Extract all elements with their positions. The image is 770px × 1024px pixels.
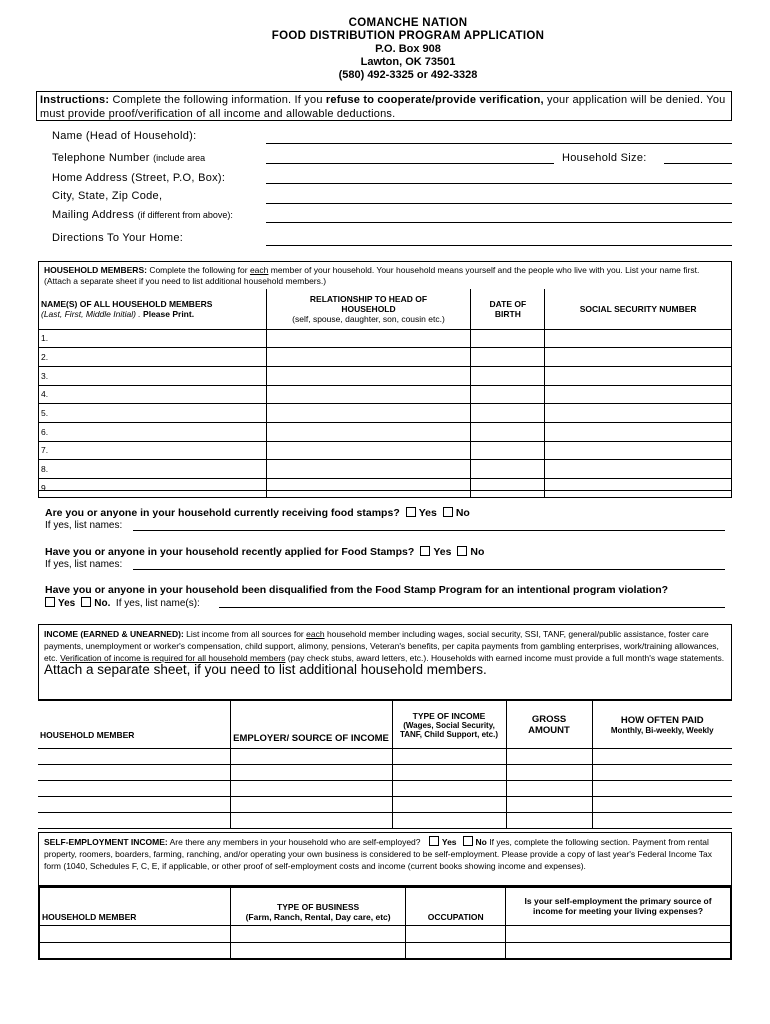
ssn-cell[interactable] (545, 329, 732, 348)
income-gross-cell[interactable] (506, 765, 592, 781)
applied-names-label: If yes, list names: (45, 559, 123, 570)
member-name-cell[interactable]: 5. (39, 404, 267, 423)
income-col-how-title: HOW OFTEN PAID (620, 714, 704, 726)
col-name-title: NAME(S) OF ALL HOUSEHOLD MEMBERS (41, 298, 213, 309)
income-employer-cell[interactable] (230, 765, 392, 781)
selfemp-occupation-cell[interactable] (406, 942, 506, 959)
applied-no-checkbox[interactable] (457, 546, 467, 556)
table-row (39, 925, 731, 942)
dob-cell[interactable] (471, 329, 545, 348)
table-row (39, 441, 732, 460)
col-dob-header: DATE OF BIRTH (471, 289, 545, 329)
selfemp-col-type-sub: (Farm, Ranch, Rental, Day care, etc) (245, 911, 391, 922)
mailing-label-text: Mailing Address (52, 209, 138, 221)
table-row (39, 422, 732, 441)
household-header-row (39, 289, 732, 329)
household-intro (44, 265, 728, 287)
relationship-cell[interactable] (266, 385, 471, 404)
applied-yes-label: Yes (433, 546, 452, 558)
dob-cell[interactable] (471, 479, 545, 498)
income-each: each (306, 629, 325, 639)
disqualified-names-input[interactable] (219, 607, 725, 608)
table-row (39, 460, 732, 479)
question-receiving-text: Are you or anyone in your household currently receiving food stamps? (45, 507, 400, 519)
receiving-no-label: No (455, 507, 470, 519)
form-title: FOOD DISTRIBUTION PROGRAM APPLICATION (271, 30, 545, 42)
table-row (38, 797, 732, 813)
selfemp-yes-checkbox[interactable] (429, 836, 439, 846)
table-row (38, 749, 732, 765)
phone-line: (580) 492-3325 or 492-3328 (338, 69, 478, 81)
relationship-cell[interactable] (266, 366, 471, 385)
ssn-cell[interactable] (545, 460, 732, 479)
col-relationship-header (266, 289, 471, 329)
income-col-how (592, 701, 732, 749)
self-employment-section (38, 832, 732, 886)
income-how-cell[interactable] (592, 781, 732, 797)
table-row (38, 813, 732, 829)
selfemp-no-label: No (475, 837, 487, 847)
col-rel-sub: (self, spouse, daughter, son, cousin etc.) (292, 313, 445, 324)
income-type-cell[interactable] (392, 813, 506, 829)
income-col-type (392, 701, 506, 749)
form-header (0, 17, 770, 82)
dob-cell[interactable] (471, 460, 545, 479)
relationship-cell[interactable] (266, 422, 471, 441)
name-input[interactable] (266, 143, 732, 144)
selfemp-primary-cell[interactable] (506, 942, 731, 959)
dob-cell[interactable] (471, 422, 545, 441)
question-applied (45, 546, 484, 558)
table-row (38, 781, 732, 797)
selfemp-col-type-title: TYPE OF BUSINESS (277, 901, 360, 912)
household-intro-label: HOUSEHOLD MEMBERS: (44, 265, 147, 275)
receiving-yes-checkbox[interactable] (406, 507, 416, 517)
selfemp-type-cell[interactable] (230, 925, 405, 942)
member-name-cell[interactable]: 9. (39, 479, 267, 498)
disqualified-names-label: If yes, list name(s): (115, 598, 200, 609)
col-name-sub: (Last, First, Middle Initial) . (41, 308, 141, 319)
instructions-bold: refuse to cooperate/provide verification, (325, 94, 544, 106)
income-gross-cell[interactable] (506, 813, 592, 829)
mailing-label-note: (if different from above): (137, 210, 233, 220)
member-name-cell[interactable]: 2. (39, 348, 267, 367)
income-type-cell[interactable] (392, 765, 506, 781)
income-col-type-title: TYPE OF INCOME (412, 710, 486, 721)
household-intro-each: each (249, 265, 269, 275)
selfemp-yes-label: Yes (441, 837, 457, 847)
instructions-text-1: Complete the following information. If you (109, 94, 326, 106)
directions-input[interactable] (266, 245, 732, 246)
income-col-gross: GROSS AMOUNT (506, 701, 592, 749)
ssn-cell[interactable] (545, 348, 732, 367)
phone-input[interactable] (266, 163, 554, 164)
income-employer-cell[interactable] (230, 749, 392, 765)
col-name-print: Please Print (140, 308, 192, 319)
col-name-header: NAME(S) OF ALL HOUSEHOLD MEMBERS (Last, First, Middle Initial) . Please Print. (39, 289, 267, 329)
table-row (39, 404, 732, 423)
table-row (39, 479, 732, 498)
income-how-cell[interactable] (592, 813, 732, 829)
household-size-label: Household Size: (562, 152, 647, 164)
selfemp-primary-cell[interactable] (506, 925, 731, 942)
disqualified-yes-label: Yes (58, 598, 76, 609)
household-table (38, 289, 732, 498)
instructions-text-2: your application will be denied. You must provide proof/verification of all income and allowable deductions. (40, 94, 726, 120)
selfemp-col-type (230, 887, 405, 925)
household-size-input[interactable] (664, 163, 732, 164)
income-text-a: List income from all sources for (183, 629, 307, 639)
mailing-input[interactable] (266, 222, 732, 223)
directions-label: Directions To Your Home: (52, 232, 184, 244)
member-name-cell[interactable]: 6. (39, 422, 267, 441)
disqualified-yes-checkbox[interactable] (45, 597, 55, 607)
income-label: INCOME (EARNED & UNEARNED): (44, 629, 184, 639)
relationship-cell[interactable] (266, 441, 471, 460)
ssn-cell[interactable] (545, 385, 732, 404)
selfemp-header-row (39, 887, 731, 925)
income-member-cell[interactable] (38, 797, 230, 813)
income-gross-cell[interactable] (506, 781, 592, 797)
receiving-no-checkbox[interactable] (443, 507, 453, 517)
table-row (39, 348, 732, 367)
selfemp-col-occupation: OCCUPATION (406, 887, 506, 925)
table-row (39, 385, 732, 404)
dob-cell[interactable] (471, 441, 545, 460)
disqualified-no-checkbox[interactable] (81, 597, 91, 607)
city-label: City, State, Zip Code, (52, 190, 163, 202)
applied-names-input[interactable] (133, 569, 725, 570)
relationship-cell[interactable] (266, 404, 471, 423)
income-member-cell[interactable] (38, 749, 230, 765)
member-name-cell[interactable]: 1. (39, 329, 267, 348)
income-col-how-sub: Monthly, Bi-weekly, Weekly (610, 725, 714, 735)
table-row (39, 366, 732, 385)
relationship-cell[interactable] (266, 348, 471, 367)
disqualified-no-label: No. (94, 598, 111, 609)
dob-cell[interactable] (471, 348, 545, 367)
household-intro-b: member of your household. Your household means yourself and the people who live with you. List your name first. (Attach a separate sheet if you need to list additional household members.) (44, 265, 700, 286)
col-rel-title: RELATIONSHIP TO HEAD OF HOUSEHOLD (309, 293, 428, 314)
relationship-cell[interactable] (266, 460, 471, 479)
ssn-cell[interactable] (545, 366, 732, 385)
household-rows (39, 329, 732, 497)
mailing-label (52, 209, 233, 221)
disqualified-answer-row (45, 597, 200, 609)
selfemp-table (38, 886, 732, 960)
member-name-cell[interactable]: 3. (39, 366, 267, 385)
org-name: COMANCHE NATION (348, 17, 468, 29)
income-attach-note: Attach a separate sheet, if you need to list additional household members. (44, 662, 487, 677)
income-col-employer: EMPLOYER/ SOURCE OF INCOME (230, 701, 392, 749)
po-box: P.O. Box 908 (375, 43, 441, 55)
selfemp-no-checkbox[interactable] (463, 836, 473, 846)
phone-label-note: (include area (153, 153, 206, 163)
phone-label (52, 152, 205, 164)
city-input[interactable] (266, 203, 732, 204)
dob-cell[interactable] (471, 385, 545, 404)
income-text-b: household member including wages, social security, SSI, TANF, general/public assistance, foster care payments, unemployment or worker's compensation, child support, alimony, pensions, Veteran's benefits, per capita payments from gambling enterprises, work/training allowances, etc. (44, 629, 719, 663)
selfemp-text-b: If yes, complete the following section. Payment from rental property, roomers, boarders, farming, ranching, and/or operating your own business is considered to be self-employment. Please provide a copy of last year's Federal Income Tax form (1040, Schedules F, C, E, if applicable, or other proof of self-employment costs and income (current books showing income and expenses). (44, 837, 712, 871)
ssn-cell[interactable] (545, 479, 732, 498)
selfemp-type-cell[interactable] (230, 942, 405, 959)
selfemp-label: SELF-EMPLOYMENT INCOME: (44, 837, 168, 847)
city-line: Lawton, OK 73501 (360, 56, 456, 68)
income-member-cell[interactable] (38, 781, 230, 797)
member-name-cell[interactable]: 7. (39, 441, 267, 460)
receiving-names-input[interactable] (133, 530, 725, 531)
address-label: Home Address (Street, P.O, Box): (52, 172, 226, 184)
address-input[interactable] (266, 183, 732, 184)
income-verification: Verification of income is required for all household members (60, 653, 286, 663)
applied-no-label: No (470, 546, 485, 558)
col-ssn-header: SOCIAL SECURITY NUMBER (545, 289, 732, 329)
receiving-names-label: If yes, list names: (45, 520, 123, 531)
member-name-cell[interactable]: 4. (39, 385, 267, 404)
selfemp-member-cell[interactable] (39, 925, 230, 942)
question-applied-text: Have you or anyone in your household recently applied for Food Stamps? (45, 546, 415, 558)
income-header-row (38, 701, 732, 749)
income-employer-cell[interactable] (230, 813, 392, 829)
income-type-cell[interactable] (392, 749, 506, 765)
selfemp-col-member: HOUSEHOLD MEMBER (39, 887, 230, 925)
dob-cell[interactable] (471, 404, 545, 423)
ssn-cell[interactable] (545, 422, 732, 441)
income-member-cell[interactable] (38, 813, 230, 829)
income-col-member: HOUSEHOLD MEMBER (38, 701, 230, 749)
relationship-cell[interactable] (266, 329, 471, 348)
instructions-box (36, 91, 732, 121)
table-row (39, 942, 731, 959)
income-employer-cell[interactable] (230, 781, 392, 797)
selfemp-text-a: Are there any members in your household who are self-employed? (167, 837, 423, 847)
income-text-c: (pay check stubs, award letters, etc.). Households with earned income must provide a full month's wage statements. (285, 653, 725, 663)
selfemp-intro (44, 836, 730, 872)
instructions-label: Instructions: (40, 94, 110, 106)
income-intro (44, 628, 730, 677)
ssn-cell[interactable] (545, 441, 732, 460)
income-how-cell[interactable] (592, 749, 732, 765)
income-gross-cell[interactable] (506, 797, 592, 813)
income-member-cell[interactable] (38, 765, 230, 781)
income-section (38, 624, 732, 700)
selfemp-rows (39, 925, 731, 959)
income-how-cell[interactable] (592, 797, 732, 813)
table-row (38, 765, 732, 781)
member-name-cell[interactable]: 8. (39, 460, 267, 479)
income-gross-cell[interactable] (506, 749, 592, 765)
selfemp-occupation-cell[interactable] (406, 925, 506, 942)
income-employer-cell[interactable] (230, 797, 392, 813)
table-row (39, 329, 732, 348)
question-receiving (45, 507, 470, 519)
phone-label-text: Telephone Number (52, 152, 154, 164)
household-intro-a: Complete the following for (146, 265, 250, 275)
income-rows (38, 749, 732, 829)
income-type-cell[interactable] (392, 797, 506, 813)
income-col-type-sub: (Wages, Social Security, TANF, Child Support, etc.) (399, 720, 499, 739)
question-disqualified: Have you or anyone in your household been disqualified from the Food Stamp Program for an intentional program violation? (45, 584, 669, 596)
applied-yes-checkbox[interactable] (420, 546, 430, 556)
dob-cell[interactable] (471, 366, 545, 385)
selfemp-col-primary: Is your self-employment the primary source of income for meeting your living expenses? (506, 887, 731, 925)
income-type-cell[interactable] (392, 781, 506, 797)
name-label: Name (Head of Household): (52, 130, 197, 142)
relationship-cell[interactable] (266, 479, 471, 498)
selfemp-member-cell[interactable] (39, 942, 230, 959)
income-table (38, 700, 732, 829)
income-how-cell[interactable] (592, 765, 732, 781)
ssn-cell[interactable] (545, 404, 732, 423)
receiving-yes-label: Yes (418, 507, 437, 519)
